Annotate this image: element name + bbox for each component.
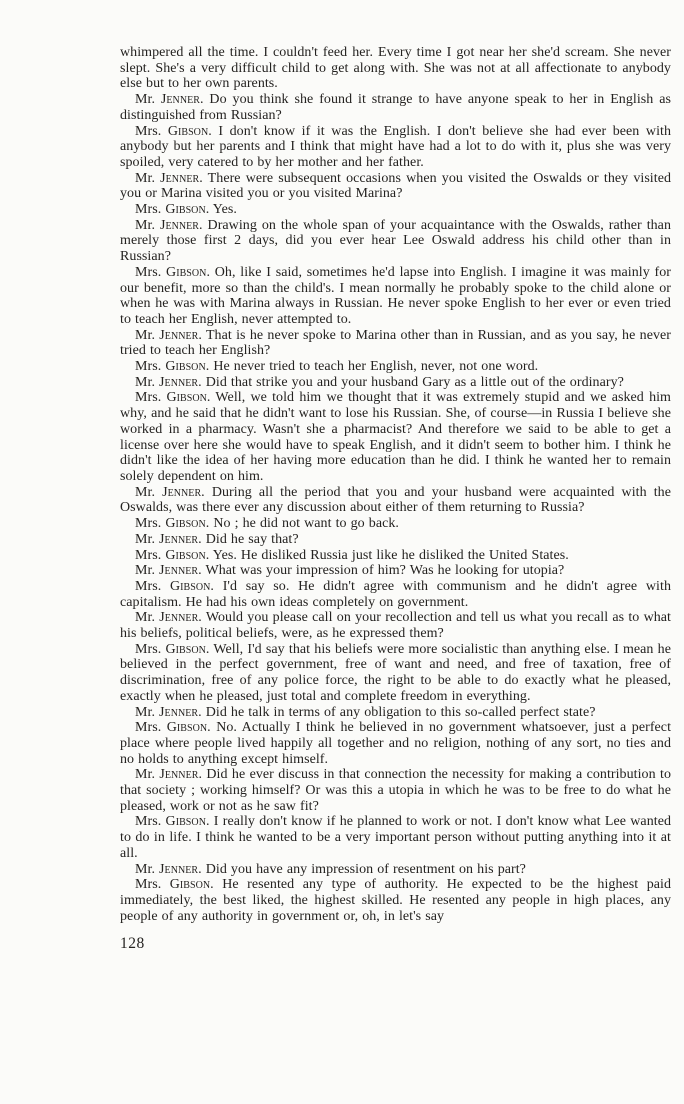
speaker-title: Mr.	[135, 563, 160, 579]
speaker-title: Mr.	[135, 861, 160, 877]
speaker-title: Mr.	[135, 531, 160, 547]
speaker-title: Mrs.	[135, 202, 166, 218]
speaker-title: Mrs.	[135, 359, 166, 375]
paragraph: Mrs. Gibson. Well, we told him we thought that it was extremely stupid and we asked him why, and he said that he didn't want to lose his Russian. She, of course—in Russia I believe she worked in a pharmacy. Wasn't she a pharmacist? And therefore we said to be able to get a license over here she would have to speak English, and it didn't seem to bother him. I think he didn't like the idea of her having more education than he did. I think he wanted her to remain solely dependent on him.	[120, 390, 671, 484]
transcript	[120, 45, 671, 924]
speaker-name: Gibson.	[166, 390, 211, 406]
speaker-title: Mr.	[135, 92, 161, 108]
speaker-name: Jenner.	[159, 563, 202, 579]
speaker-title: Mr.	[135, 610, 160, 626]
speaker-title: Mr.	[135, 484, 163, 500]
speaker-name: Jenner.	[159, 374, 202, 390]
paragraph: Mrs. Gibson. He resented any type of authority. He expected to be the highest paid immediately, the best liked, the highest skilled. He resented any people in high places, any people of any authority in government or, oh, in let's say	[120, 877, 671, 924]
speaker-name: Gibson.	[169, 877, 214, 893]
paragraph: Mrs. Gibson. I'd say so. He didn't agree with communism and he didn't agree with capitalism. He had his own ideas completely on government.	[120, 578, 671, 610]
paragraph: Mr. Jenner. What was your impression of him? Was he looking for utopia?	[135, 563, 565, 579]
speaker-name: Gibson.	[165, 516, 210, 532]
speaker-name: Jenner.	[159, 610, 202, 626]
speaker-name: Jenner.	[162, 484, 205, 500]
speaker-name: Jenner.	[159, 704, 202, 720]
paragraph: Mr. Jenner. Drawing on the whole span of your acquaintance with the Oswalds, rather than merely those first 2 days, did you ever hear Lee Oswald address his child other than in Russian?	[120, 217, 671, 265]
speaker-name: Jenner.	[159, 531, 202, 547]
paragraph: Mrs. Gibson. He never tried to teach her English, never, not one word.	[135, 359, 539, 375]
paragraph: whimpered all the time. I couldn't feed her. Every time I got near her she'd scream. She never slept. She's a very difficult child to get along with. She was not at all affectionate to anybody else but to her own parents.	[120, 45, 671, 92]
speaker-name: Jenner.	[159, 327, 202, 343]
paragraph: Mrs. Gibson. I really don't know if he planned to work or not. I don't know what Lee wanted to do in life. I think he wanted to be a very important person without putting anything into it at all.	[120, 814, 672, 861]
speaker-title: Mr.	[135, 704, 160, 720]
speaker-name: Gibson.	[165, 202, 210, 218]
speaker-title: Mrs.	[135, 641, 166, 657]
speaker-title: Mrs.	[135, 264, 167, 280]
speaker-name: Gibson.	[170, 578, 214, 594]
speaker-title: Mrs.	[135, 547, 166, 563]
paragraph: Mr. Jenner. Did he say that?	[135, 531, 299, 547]
speaker-name: Gibson.	[165, 641, 210, 657]
speaker-name: Gibson.	[165, 547, 210, 563]
speaker-title: Mr.	[135, 327, 160, 343]
paragraph: Mrs. Gibson. Yes.	[135, 202, 237, 218]
speaker-title: Mrs.	[135, 123, 168, 139]
paragraph: Mr. Jenner. That is he never spoke to Marina other than in Russian, and as you say, he never tried to teach her English?	[120, 327, 671, 359]
paragraph: Mrs. Gibson. Oh, like I said, sometimes he'd lapse into English. I imagine it was mainly for our benefit, more so than the child's. I mean normally he probably spoke to the child alone or when he was with Marina always in Russian. He never spoke English to her ever or even tried to teach her English, never attempted to.	[120, 264, 671, 327]
speaker-name: Jenner.	[159, 861, 202, 877]
speaker-name: Jenner.	[160, 170, 203, 186]
speaker-title: Mr.	[135, 217, 160, 233]
paragraph: Mrs. Gibson. I don't know if it was the English. I don't believe she had ever been with anybody but her parents and I think that might have had a lot to do with it, plus she was very spoiled, very catered to by her mother and her father.	[120, 123, 671, 170]
page-number: 128	[120, 935, 145, 953]
speaker-title: Mrs.	[135, 877, 170, 893]
speaker-title: Mrs.	[135, 720, 167, 736]
speaker-title: Mr.	[135, 170, 161, 186]
speaker-name: Gibson.	[167, 123, 212, 139]
speaker-title: Mr.	[135, 374, 160, 390]
paragraph: Mr. Jenner. There were subsequent occasions when you visited the Oswalds or they visited you or Marina visited you or you visited Marina?	[120, 170, 672, 202]
paragraph: Mr. Jenner. Did that strike you and your husband Gary as a little out of the ordinary?	[135, 374, 624, 390]
paragraph: Mr. Jenner. Would you please call on your recollection and tell us what you recall as to what his beliefs, political beliefs, were, as he expressed them?	[120, 610, 671, 642]
speaker-name: Jenner.	[159, 767, 203, 783]
speaker-title: Mrs.	[135, 578, 170, 594]
paragraph: Mrs. Gibson. Yes. He disliked Russia just like he disliked the United States.	[135, 547, 569, 563]
paragraph: Mrs. Gibson. Well, I'd say that his beliefs were more socialistic than anything else. I mean he believed in the perfect government, free of want and need, and free of taxation, free of discrimination, free of any police force, the right to be able to do exactly what he pleased, exactly when he pleased, just total and complete freedom in everything.	[120, 641, 671, 704]
speaker-title: Mr.	[135, 767, 160, 783]
speaker-title: Mrs.	[135, 814, 166, 830]
speaker-name: Gibson.	[165, 359, 210, 375]
paragraph: Mr. Jenner. Did he ever discuss in that connection the necessity for making a contribution to that society ; working himself? Or was this a utopia in which he was to be free to do what he pleased, work or not as he saw fit?	[120, 767, 671, 814]
speaker-name: Gibson.	[165, 814, 210, 830]
speaker-name: Gibson.	[166, 264, 210, 280]
paragraph: Mrs. Gibson. No. Actually I think he believed in no government whatsoever, just a perfect place where people lived happily all together and no religion, nothing of any sort, no ties and no holds to anything except himself.	[120, 720, 672, 767]
paragraph: Mr. Jenner. Did you have any impression of resentment on his part?	[135, 861, 526, 877]
speaker-title: Mrs.	[135, 390, 167, 406]
paragraph: Mr. Jenner. During all the period that you and your husband were acquainted with the Oswalds, was there ever any discussion about either of them returning to Russia?	[120, 484, 671, 516]
speaker-title: Mrs.	[135, 516, 166, 532]
speaker-name: Jenner.	[159, 217, 203, 233]
speaker-name: Gibson.	[166, 720, 211, 736]
paragraph: Mr. Jenner. Do you think she found it strange to have anyone speak to her in English as distinguished from Russian?	[120, 92, 671, 123]
paragraph: Mr. Jenner. Did he talk in terms of any obligation to this so-called perfect state?	[135, 704, 596, 720]
paragraph: Mrs. Gibson. No ; he did not want to go back.	[135, 516, 399, 532]
speaker-name: Jenner.	[160, 92, 204, 108]
